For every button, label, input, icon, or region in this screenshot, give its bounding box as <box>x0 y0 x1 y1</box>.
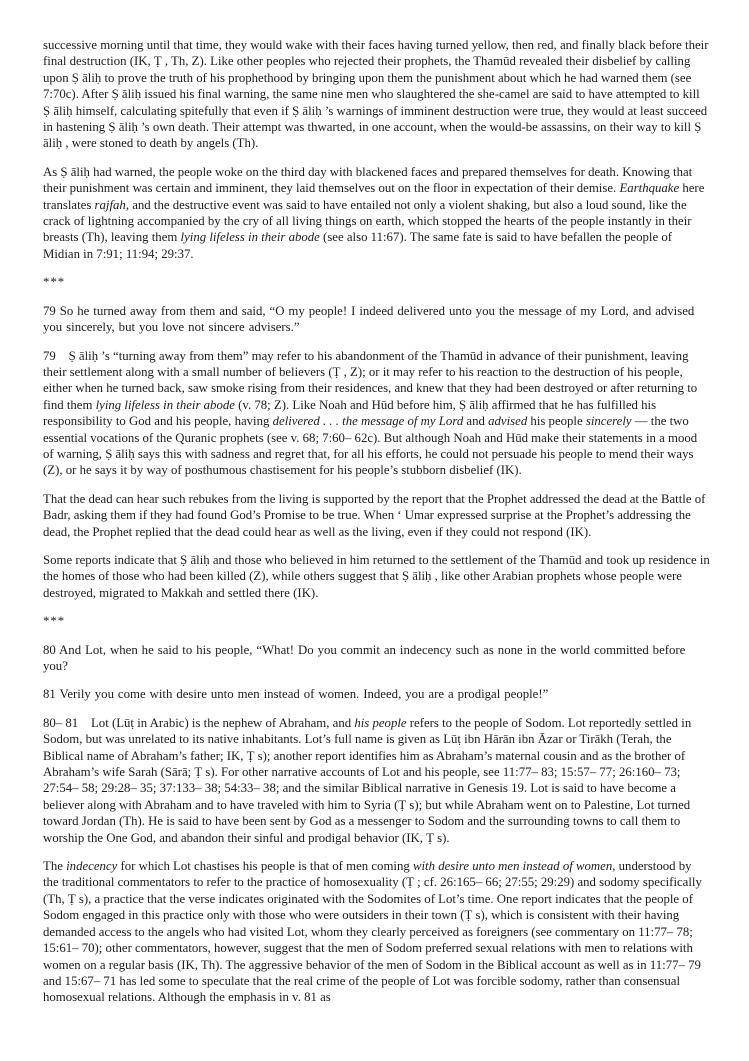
commentary-78-earthquake: As Ṣ āliḥ had warned, the people woke on the third day with blackened faces and prepared themselves for death. Knowing that their punishment was certain and imminent, they laid themselves out on the floor in expectation of their demise. Earthquake here translates rajfah, and the destructive event was said to have entailed not only a violent shaking, but also a loud sound, like the crack of lightning accompanied by the cry of all living things on earth, which stopped the hearts of the people instantly in their breasts (Th), leaving them lying lifeless in their abode (see also 11:67). The same fate is said to have befallen the people of Midian in 7:91; 11:94; 29:37. <box>43 164 705 261</box>
commentary-79-dead-can-hear: That the dead can hear such rebukes from the living is supported by the report that the Prophet addressed the dead at the Battle of Badr, asking them if they had found God’s Promise to be true. When ‘ Umar expressed surprise at the Prophet’s addressing the dead, the Prophet replied that the dead could hear as well as the living, even if they could not respond (IK). <box>43 491 706 539</box>
verse-80-translation: 80 And Lot, when he said to his people, “What! Do you commit an indecency such as none in the world committed before you? <box>43 642 686 673</box>
section-separator-1: *** <box>43 275 66 290</box>
verse-81-translation: 81 Verily you come with desire unto men instead of women. Indeed, you are a prodigal people!” <box>43 687 549 702</box>
commentary-77-78-continuation: successive morning until that time, they would wake with their faces having turned yellow, then red, and finally black before their final destruction (IK, Ṭ , Th, Z). Like other peoples who rejected their prophets, the Thamūd revealed their disbelief by calling upon Ṣ āliḥ to prove the truth of his prophethood by bringing upon them the punishment about which he had warned them (see 7:70c). After Ṣ āliḥ issued his final warning, the same nine men who slaughtered the she-camel are said to have attempted to kill Ṣ āliḥ himself, calculating spitefully that even if Ṣ āliḥ ’s warnings of imminent destruction were true, they would at least succeed in hastening Ṣ āliḥ ’s own death. Their attempt was thwarted, in one account, when the would-be assassins, on their way to kill Ṣ āliḥ , were stoned to death by angels (Th). <box>43 38 709 151</box>
commentary-79: 79 Ṣ āliḥ ’s “turning away from them” may refer to his abandonment of the Thamūd in advance of their punishment, leaving their settlement along with a small number of believers (Ṭ , Z); or it may refer to his reaction to the destruction of his people, either when he turned back, saw smoke rising from their residences, and knew that they had been destroyed or after returning to find them lying lifeless in their abode (v. 78; Z). Like Noah and Hūd before him, Ṣ āliḥ affirmed that he has fulfilled his responsibility to God and his people, having delivered . . . the message of my Lord and advised his people sincerely — the two essential vocations of the Quranic prophets (see v. 68; 7:60– 62c). But although Noah and Hūd make their statements in a mood of warning, Ṣ āliḥ says this with sadness and regret that, for all his efforts, he could not persuade his people to mend their ways (Z), or he says it by way of posthumous chastisement for his people’s stubborn disbelief (IK). <box>43 348 698 478</box>
section-separator-2: *** <box>43 614 66 629</box>
commentary-79-salih-return: Some reports indicate that Ṣ āliḥ and those who believed in him returned to the settlement of the Thamūd and took up residence in the homes of those who had been killed (Z), while others suggest that Ṣ āliḥ , like other Arabian prophets whose people were destroyed, migrated to Makkah and settled there (IK). <box>43 552 710 600</box>
verse-79-translation: 79 So he turned away from them and said, “O my people! I indeed delivered unto you the message of my Lord, and advised you sincerely, but you love not sincere advisers.” <box>43 303 695 335</box>
commentary-80-81-lot: 80– 81 Lot (Lūṭ in Arabic) is the nephew of Abraham, and his people refers to the people of Sodom. Lot reportedly settled in Sodom, but was unrelated to its native inhabitants. Lot’s full name is given as Lūṭ ibn Hārān ibn Āzar or Tirākh (Terah, the Biblical name of Abraham’s father; IK, Ṭ s); another report identifies him as Abraham’s maternal cousin and as the brother of Abraham’s wife Sarah (Sārā; Ṭ s). For other narrative accounts of Lot and his people, see 11:77– 83; 15:57– 77; 26:160– 73; 27:54– 58; 29:28– 35; 37:133– 38; 54:33– 38; and the similar Biblical narrative in Genesis 19. Lot is said to have become a believer along with Abraham and to have traveled with him to Syria (Ṭ s); but while Abraham went on to Palestine, Lot turned toward Jordan (Th). He is said to have been sent by God as a messenger to Sodom and the surrounding towns to call them to worship the One God, and abandon their sinful and prodigal behavior (IK, Ṭ s). <box>43 715 692 845</box>
page-content <box>43 37 710 1006</box>
commentary-80-81-indecency: The indecency for which Lot chastises his people is that of men coming with desire unto men instead of women, understood by the traditional commentators to refer to the practice of homosexuality (Ṭ ; cf. 26:165– 66; 27:55; 29:29) and sodomy specifically (Th, Ṭ s), a practice that the verse indicates originated with the Sodomites of Lot’s time. One report indicates that the people of Sodom engaged in this practice only with those who were outsiders in their town (Ṭ s), which is consistent with their having demanded access to the angels who had visited Lot, whom they clearly perceived as foreigners (see commentary on 11:77– 78; 15:61– 70); other commentators, however, suggest that the men of Sodom preferred sexual relations with men to relations with women on a regular basis (IK, Th). The aggressive behavior of the men of Sodom in the Biblical account as well as in 11:77– 79 and 15:67– 71 has led some to speculate that the real crime of the people of Lot was forcible sodomy, rather than consensual homosexual relations. Although the emphasis in v. 81 as <box>43 859 702 1005</box>
